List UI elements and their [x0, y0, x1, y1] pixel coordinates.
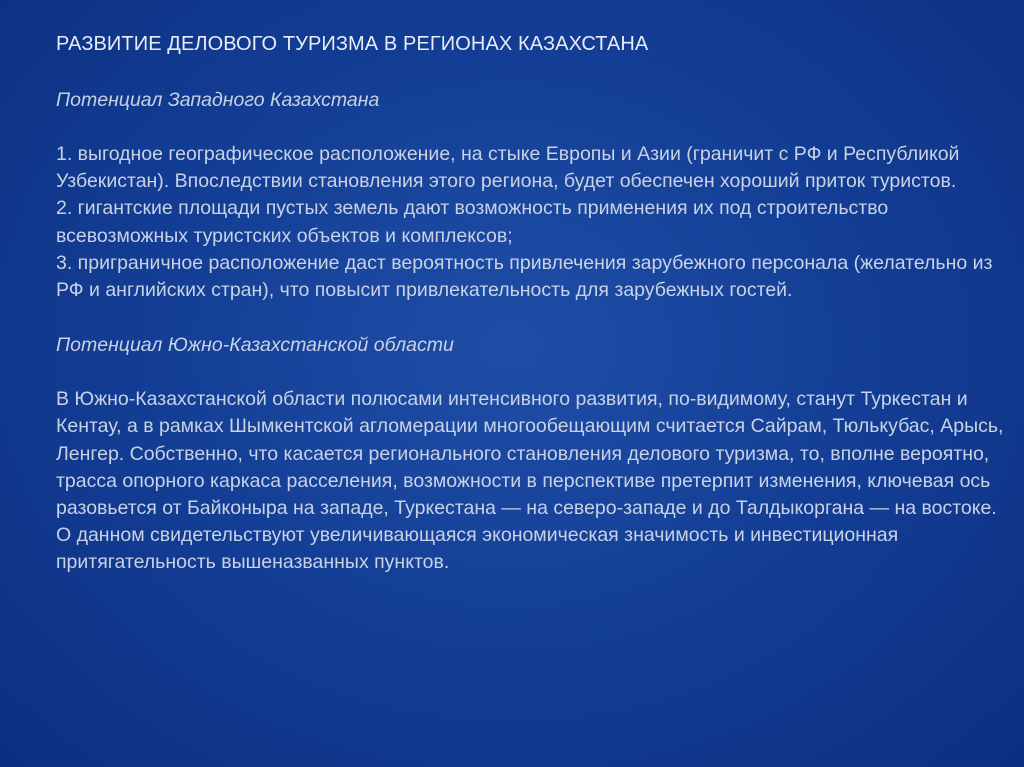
slide-title: РАЗВИТИЕ ДЕЛОВОГО ТУРИЗМА В РЕГИОНАХ КАЗАХСТАНА	[56, 33, 649, 55]
list-item-3: 3. приграничное расположение даст вероятность привлечения зарубежного персонала (желательно из РФ и английских стран), что повысит привлекательность для зарубежных гостей.	[56, 251, 993, 302]
south-paragraph: В Южно-Казахстанской области полюсами интенсивного развития, по-видимому, станут Туркестан и Кентау, а в рамках Шымкентской агломерации многообещающим считается Сайрам, Тюлькубас, Арысь, Ленгер. Собственно, что касается регионального становления делового туризма, то, вполне вероятно, трасса опорного каркаса расселения, возможности в перспективе претерпит изменения, ключевая ось разовьется от Байконыра на западе, Туркестана — на северо-западе и до Талдыкоргана — на востоке. О данном свидетельствуют увеличивающаяся экономическая значимость и инвестиционная притягательность вышеназванных пунктов.	[56, 388, 1004, 574]
section-heading-west: Потенциал Западного Казахстана	[56, 89, 380, 111]
list-item-2: 2. гигантские площади пустых земель дают возможность применения их под строительство всевозможных туристских объектов и комплексов;	[56, 197, 889, 247]
list-item-1: 1. выгодное географическое расположение, на стыке Европы и Азии (граничит с РФ и Республикой Узбекистан). Впоследствии становления этого региона, будет обеспечен хороший приток туристов.	[56, 143, 960, 193]
section-heading-south: Потенциал Южно-Казахстанской области	[56, 334, 454, 357]
slide-content	[56, 30, 1006, 577]
